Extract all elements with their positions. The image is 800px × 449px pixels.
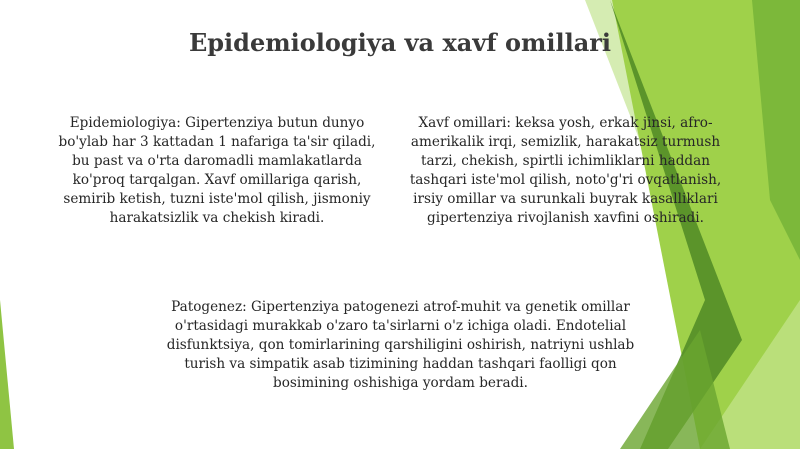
- left-edge-facet: [0, 300, 14, 449]
- pathogenesis-paragraph: Patogenez: Gipertenziya patogenezi atrof-muhit va genetik omillar o'rtasidagi murakkab o'zaro ta'sirlarni o'z ichiga oladi. Endotelial disfunktsiya, qon tomirlarining qarshiligini oshirish, natriyni ushlab turish va simpatik asab tizimining haddan tashqari faolligi qon bosimining oshishiga yordam beradi.: [166, 299, 635, 391]
- slide-title: Epidemiologiya va xavf omillari: [188, 28, 612, 57]
- epidemiology-paragraph: Epidemiologiya: Gipertenziya butun dunyo bo'ylab har 3 kattadan 1 nafariga ta'sir qiladi, bu past va o'rta daromadli mamlakatlarda ko'proq tarqalgan. Xavf omillariga qarish, semirib ketish, tuzni iste'mol qilish, jismoniy harakatsizlik va chekish kiradi.: [58, 115, 376, 226]
- risk-factors-paragraph: Xavf omillari: keksa yosh, erkak jinsi, afro-amerikalik irqi, semizlik, harakatsiz turmush tarzi, chekish, spirtli ichimliklarni haddan tashqari iste'mol qilish, noto'g'ri ovqatlanish, irsiy omillar va surunkali buyrak kasalliklari gipertenziya rivojlanish xavfini oshiradi.: [409, 115, 722, 226]
